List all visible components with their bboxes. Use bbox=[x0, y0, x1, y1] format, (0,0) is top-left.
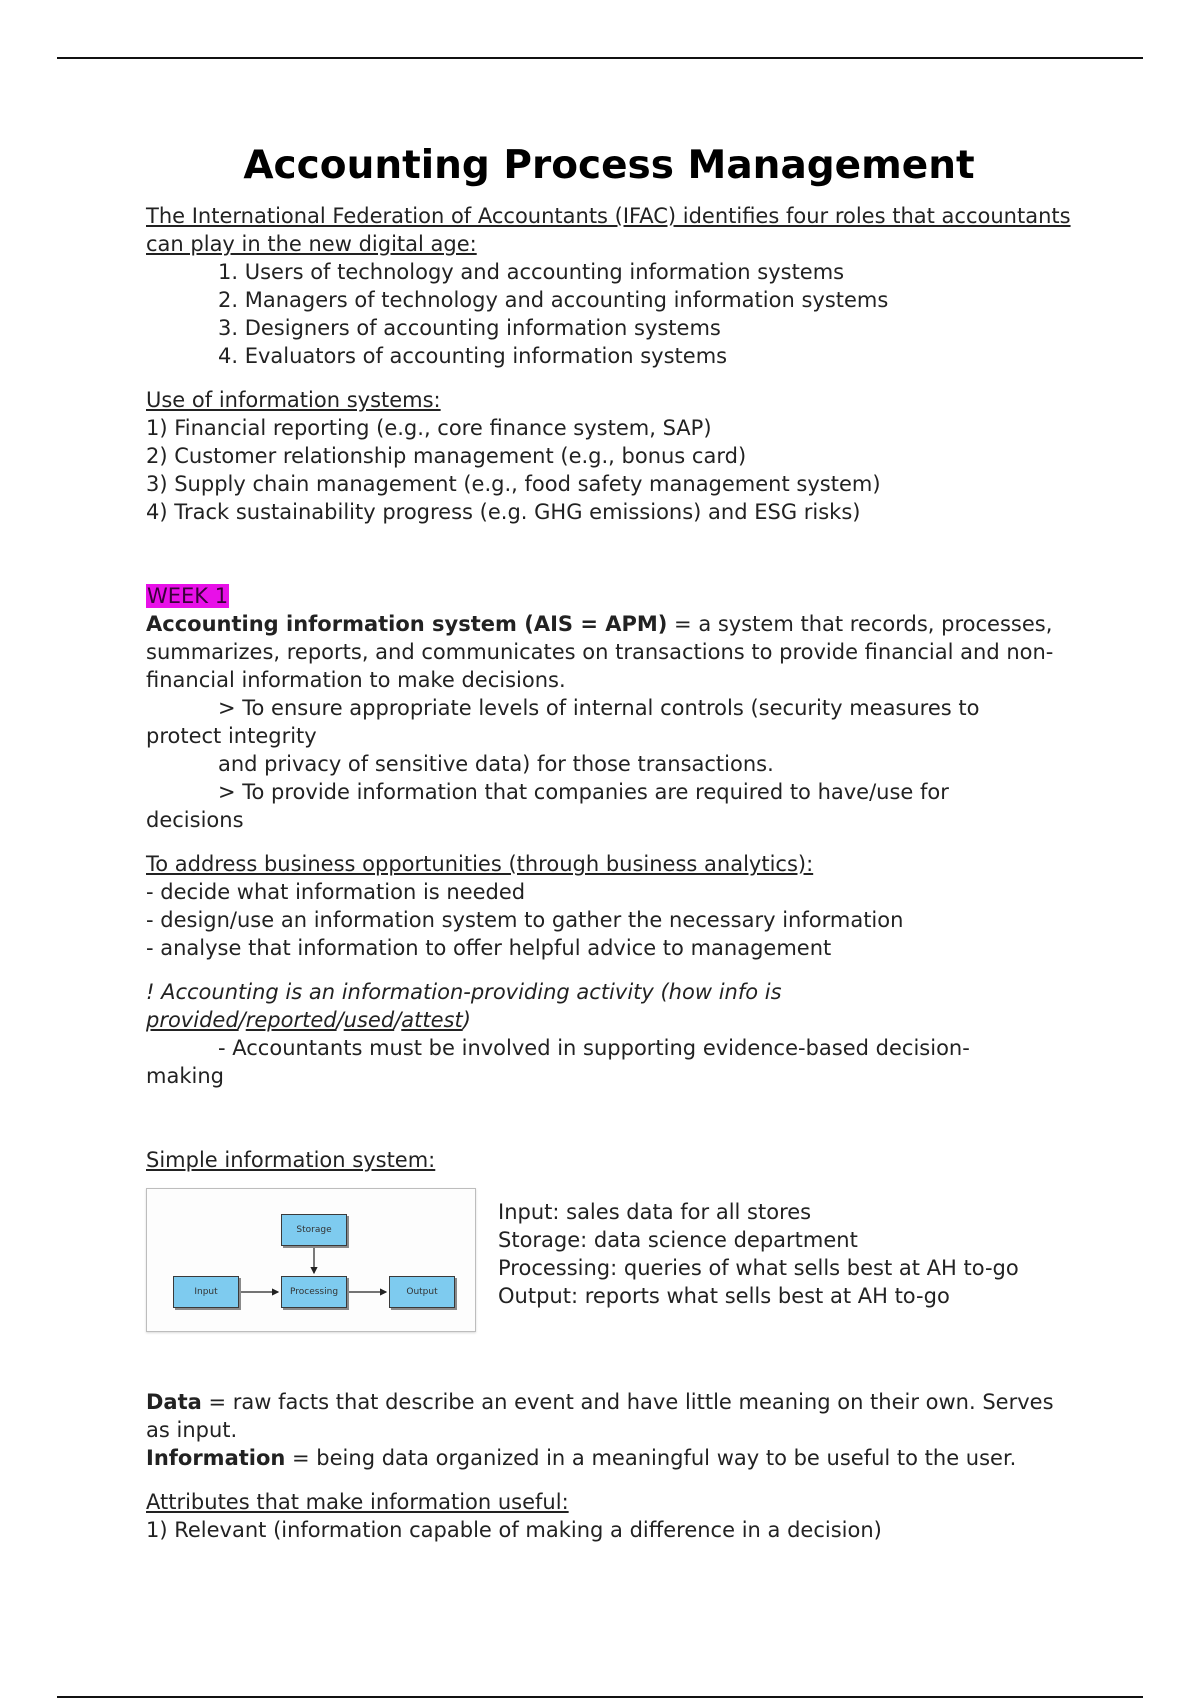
note-line-2 bbox=[146, 1006, 1076, 1034]
note-word: reported bbox=[245, 1008, 337, 1032]
data-def: = raw facts that describe an event and have little meaning on their own. Serves as input. bbox=[146, 1390, 1054, 1442]
ais-bullet-2: > To provide information that companies are required to have/use for bbox=[218, 780, 949, 804]
note-close: ) bbox=[462, 1008, 471, 1032]
ais-bullet-1-cont: and privacy of sensitive data) for those transactions. bbox=[218, 752, 774, 776]
ais-bullet-1-wrap: protect integrity bbox=[146, 724, 317, 748]
list-item: 3. Designers of accounting information systems bbox=[218, 316, 721, 340]
week-highlight: WEEK 1 bbox=[147, 584, 229, 608]
spacer bbox=[146, 1332, 1076, 1388]
simple-heading: Simple information system: bbox=[146, 1148, 436, 1172]
list-item: Processing: queries of what sells best at AH to-go bbox=[498, 1256, 1019, 1280]
list-item: 1. Users of technology and accounting information systems bbox=[218, 260, 845, 284]
list-item: 4) Track sustainability progress (e.g. GHG emissions) and ESG risks) bbox=[146, 500, 861, 524]
spacer bbox=[146, 834, 1076, 850]
information-def: = being data organized in a meaningful way to be useful to the user. bbox=[285, 1446, 1017, 1470]
list-item: - design/use an information system to gather the necessary information bbox=[146, 908, 904, 932]
data-definition bbox=[146, 1388, 1076, 1444]
input-box: Input bbox=[173, 1276, 239, 1308]
list-item: - decide what information is needed bbox=[146, 880, 526, 904]
footer-rule bbox=[57, 1696, 1143, 1698]
header-rule bbox=[57, 57, 1143, 59]
note-line-1: ! Accounting is an information-providing activity (how info is bbox=[146, 980, 782, 1004]
page-title: Accounting Process Management bbox=[243, 143, 975, 188]
simple-system-row bbox=[146, 1188, 1076, 1332]
attributes-heading: Attributes that make information useful: bbox=[146, 1490, 569, 1514]
spacer bbox=[146, 526, 1076, 582]
note-sep: / bbox=[394, 1008, 402, 1032]
output-box: Output bbox=[389, 1276, 455, 1308]
list-item: 4. Evaluators of accounting information systems bbox=[218, 344, 728, 368]
note-sep: / bbox=[336, 1008, 344, 1032]
list-item: Input: sales data for all stores bbox=[498, 1200, 812, 1224]
ais-bullet-1: > To ensure appropriate levels of internal controls (security measures to bbox=[218, 696, 980, 720]
note-sub-wrap: making bbox=[146, 1064, 224, 1088]
note-sub: - Accountants must be involved in supporting evidence-based decision- bbox=[218, 1036, 970, 1060]
list-item: Output: reports what sells best at AH to-go bbox=[498, 1284, 950, 1308]
diagram-arrows bbox=[147, 1189, 475, 1331]
document-page bbox=[146, 140, 1076, 1544]
information-definition bbox=[146, 1444, 1076, 1472]
note-sep: / bbox=[238, 1008, 246, 1032]
list-item: 2) Customer relationship management (e.g., bonus card) bbox=[146, 444, 747, 468]
ifac-intro: The International Federation of Accountants (IFAC) identifies four roles that accountants can play in the new digital age: bbox=[146, 204, 1071, 256]
storage-box: Storage bbox=[281, 1214, 347, 1246]
ais-term: Accounting information system (AIS = APM) bbox=[146, 612, 668, 636]
list-item: 2. Managers of technology and accounting information systems bbox=[218, 288, 889, 312]
spacer bbox=[146, 1090, 1076, 1146]
data-term: Data bbox=[146, 1390, 202, 1414]
list-item: 1) Relevant (information capable of making a difference in a decision) bbox=[146, 1518, 882, 1542]
diagram-legend bbox=[498, 1198, 1019, 1310]
address-heading: To address business opportunities (through business analytics): bbox=[146, 852, 814, 876]
note-word: provided bbox=[146, 1008, 239, 1032]
note-word: attest bbox=[401, 1008, 463, 1032]
ifac-roles-list bbox=[146, 258, 1076, 370]
list-item: - analyse that information to offer helpful advice to management bbox=[146, 936, 832, 960]
note-word: used bbox=[343, 1008, 395, 1032]
processing-box: Processing bbox=[281, 1276, 347, 1308]
spacer bbox=[146, 1472, 1076, 1488]
use-heading: Use of information systems: bbox=[146, 388, 441, 412]
spacer bbox=[146, 370, 1076, 386]
ais-bullet-2-wrap: decisions bbox=[146, 808, 244, 832]
ais-def: = a system that records, processes, summarizes, reports, and communicates on transactions to provide financial and non-financial information to make decisions. bbox=[146, 612, 1054, 692]
system-diagram bbox=[146, 1188, 476, 1332]
information-term: Information bbox=[146, 1446, 286, 1470]
list-item: Storage: data science department bbox=[498, 1228, 858, 1252]
list-item: 1) Financial reporting (e.g., core finance system, SAP) bbox=[146, 416, 712, 440]
list-item: 3) Supply chain management (e.g., food safety management system) bbox=[146, 472, 881, 496]
ais-definition bbox=[146, 610, 1076, 694]
spacer bbox=[146, 962, 1076, 978]
